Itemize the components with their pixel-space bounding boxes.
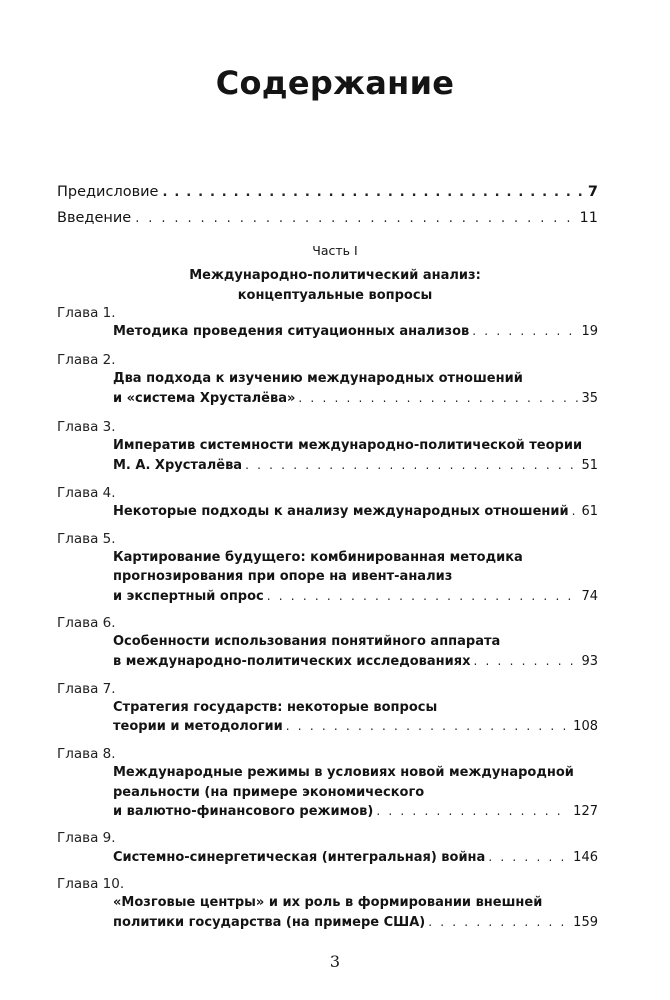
chapter-title-line: «Мозговые центры» и их роль в формировании внешней — [113, 895, 543, 910]
chapter-title-line: Особенности использования понятийного аппарата — [113, 634, 501, 649]
part-label: Часть I — [312, 243, 358, 258]
chapter-title: и «система Хрусталёва» — [113, 391, 296, 406]
toc-entry-page: 11 — [579, 210, 598, 226]
toc-entry-page: 74 — [581, 589, 598, 604]
chapter-number: Глава 1. — [57, 305, 116, 321]
toc-entry-chapter-6[interactable] — [113, 652, 598, 671]
chapter-title-line: Императив системности международно-политической теории — [113, 438, 583, 453]
toc-entry-introduction[interactable] — [57, 210, 598, 226]
toc-entry-chapter-9[interactable] — [113, 848, 598, 867]
chapter-title: Методика проведения ситуационных анализов — [113, 324, 470, 339]
chapter-title: и экспертный опрос — [113, 589, 264, 604]
part-title — [100, 266, 570, 306]
dot-leader — [245, 456, 578, 475]
chapter-title: и валютно-финансового режимов) — [113, 804, 374, 819]
page-number: 3 — [329, 952, 341, 971]
dot-leader — [428, 913, 570, 932]
chapter-title-line: Стратегия государств: некоторые вопросы — [113, 700, 438, 715]
toc-entry-chapter-10[interactable] — [113, 913, 598, 932]
toc-entry-page: 35 — [581, 391, 598, 406]
toc-entry-chapter-3[interactable] — [113, 456, 598, 475]
chapter-number: Глава 5. — [57, 531, 116, 547]
toc-entry-page: 108 — [573, 719, 598, 734]
toc-entry-chapter-8[interactable] — [113, 802, 598, 821]
chapter-number: Глава 7. — [57, 681, 116, 697]
toc-entry-page: 19 — [581, 324, 598, 339]
dot-leader — [135, 211, 575, 226]
part-title-line: Международно-политический анализ: — [189, 268, 481, 283]
toc-entry-chapter-4[interactable] — [113, 502, 598, 521]
toc-entry-chapter-5[interactable] — [113, 587, 598, 606]
toc-entry-page: 146 — [573, 850, 598, 865]
dot-leader — [267, 587, 579, 606]
page-title: Содержание — [215, 64, 455, 102]
chapter-number: Глава 10. — [57, 876, 125, 892]
toc-entry-page: 7 — [587, 184, 598, 200]
toc-entry-chapter-2[interactable] — [113, 389, 598, 408]
toc-entry-chapter-7[interactable] — [113, 717, 598, 736]
chapter-title-line: реальности (на примере экономического — [113, 785, 425, 800]
chapter-number: Глава 6. — [57, 615, 116, 631]
part-title-line: концептуальные вопросы — [237, 288, 433, 303]
chapter-number: Глава 2. — [57, 352, 116, 368]
toc-entry-label: Введение — [57, 210, 132, 226]
chapter-number: Глава 8. — [57, 746, 116, 762]
toc-entry-chapter-1[interactable] — [113, 322, 598, 341]
chapter-number: Глава 3. — [57, 419, 116, 435]
chapter-number: Глава 9. — [57, 830, 116, 846]
chapter-title: Системно-синергетическая (интегральная) война — [113, 850, 486, 865]
toc-entry-label: Предисловие — [57, 184, 159, 200]
dot-leader — [162, 185, 583, 200]
chapter-number: Глава 4. — [57, 485, 116, 501]
chapter-title: Некоторые подходы к анализу международных отношений — [113, 504, 569, 519]
dot-leader — [474, 652, 579, 671]
toc-entry-page: 159 — [573, 915, 598, 930]
dot-leader — [572, 502, 579, 521]
chapter-title: теории и методологии — [113, 719, 283, 734]
chapter-title-line: Два подхода к изучению международных отношений — [113, 371, 523, 386]
chapter-title-line: прогнозирования при опоре на ивент-анализ — [113, 569, 453, 584]
chapter-title: М. А. Хрусталёва — [113, 458, 243, 473]
dot-leader — [298, 389, 578, 408]
dot-leader — [376, 802, 570, 821]
toc-entry-page: 51 — [581, 458, 598, 473]
toc-entry-page: 93 — [581, 654, 598, 669]
chapter-title-line: Картирование будущего: комбинированная методика — [113, 550, 523, 565]
dot-leader — [472, 322, 578, 341]
chapter-title: политики государства (на примере США) — [113, 915, 426, 930]
chapter-title: в международно-политических исследованиях — [113, 654, 471, 669]
chapter-title-line: Международные режимы в условиях новой международной — [113, 765, 574, 780]
dot-leader — [286, 717, 570, 736]
toc-entry-page: 127 — [573, 804, 598, 819]
dot-leader — [488, 848, 570, 867]
toc-entry-page: 61 — [581, 504, 598, 519]
toc-entry-preface[interactable] — [57, 184, 598, 200]
